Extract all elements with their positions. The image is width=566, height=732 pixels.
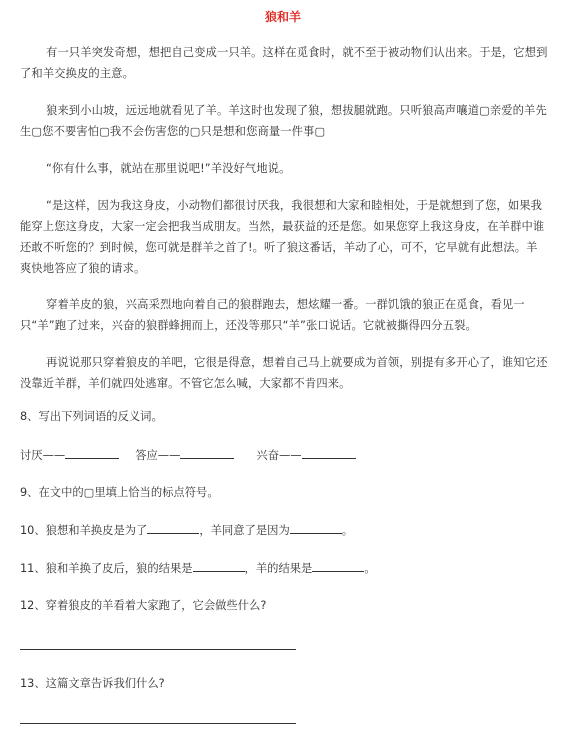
question-11-part-b: ，羊的结果是 xyxy=(244,562,313,575)
question-12: 12、穿着狼皮的羊看着大家跑了，它会做些什么? xyxy=(20,599,267,612)
question-8: 8、写出下列词语的反义词。 xyxy=(20,410,163,423)
paragraph-6: 再说说那只穿着狼皮的羊吧，它很是得意，想着自己马上就要成为首领，别提有多开心了，谁知它还没靠近羊群，羊们就四处逃窜。不管它怎么喊，大家都不肯四来。 xyxy=(20,356,548,390)
blank-1[interactable] xyxy=(65,446,119,459)
answer-line-12[interactable] xyxy=(20,649,296,650)
word-1: 讨厌—— xyxy=(20,449,66,462)
question-8-words xyxy=(20,446,548,465)
paragraph-4: “是这样，因为我这身皮，小动物们都很讨厌我，我很想和大家和睦相处，于是就想到了您，如果我能穿上您这身皮，大家一定会把我当成朋友。当然，最获益的还是您。如果您穿上我这身皮，在羊群中谁还敢不听您的？到时候，您可就是群羊之首了!。听了狼这番话，羊动了心，可不，它早就有此想法。羊爽快地答应了狼的请求。 xyxy=(20,199,545,275)
blank-2[interactable] xyxy=(180,446,234,459)
question-10-part-b: ，羊同意了是因为 xyxy=(199,524,290,537)
blank-10b[interactable] xyxy=(290,521,342,534)
paragraph-2: 狼来到小山坡，远远地就看见了羊。羊这时也发现了狼，想拔腿就跑。只听狼高声嚷道▢亲爱的羊先生▢您不要害怕▢我不会伤害您的▢只是想和您商量一件事▢ xyxy=(20,104,547,138)
question-13: 13、这篇文章告诉我们什么? xyxy=(20,677,165,690)
question-11-part-a: 11、狼和羊换了皮后，狼的结果是 xyxy=(20,562,193,575)
question-10-part-a: 10、狼想和羊换皮是为了 xyxy=(20,524,148,537)
blank-11b[interactable] xyxy=(312,559,364,572)
question-9: 9、在文中的▢里填上恰当的标点符号。 xyxy=(20,486,219,499)
word-2: 答应—— xyxy=(135,449,181,462)
question-10-part-c: 。 xyxy=(341,524,354,537)
question-10 xyxy=(20,521,548,540)
word-3: 兴奋—— xyxy=(256,449,302,462)
blank-11a[interactable] xyxy=(193,559,245,572)
page-title: 狼和羊 xyxy=(264,10,301,24)
answer-line-13[interactable] xyxy=(20,723,296,724)
question-11-part-c: 。 xyxy=(364,562,376,575)
blank-3[interactable] xyxy=(302,446,356,459)
question-11 xyxy=(20,559,548,578)
blank-10a[interactable] xyxy=(147,521,199,534)
paragraph-3: “你有什么事，就站在那里说吧!”羊没好气地说。 xyxy=(46,162,291,175)
paragraph-1: 有一只羊突发奇想，想把自己变成一只羊。这样在觅食时，就不至于被动物们认出来。于是，它想到了和羊交换皮的主意。 xyxy=(20,46,548,80)
paragraph-5: 穿着羊皮的狼，兴高采烈地向着自己的狼群跑去，想炫耀一番。一群饥饿的狼正在觅食，看见一只“羊”跑了过来，兴奋的狼群蜂拥而上，还没等那只“羊”张口说话。它就被撕得四分五裂。 xyxy=(20,298,525,332)
